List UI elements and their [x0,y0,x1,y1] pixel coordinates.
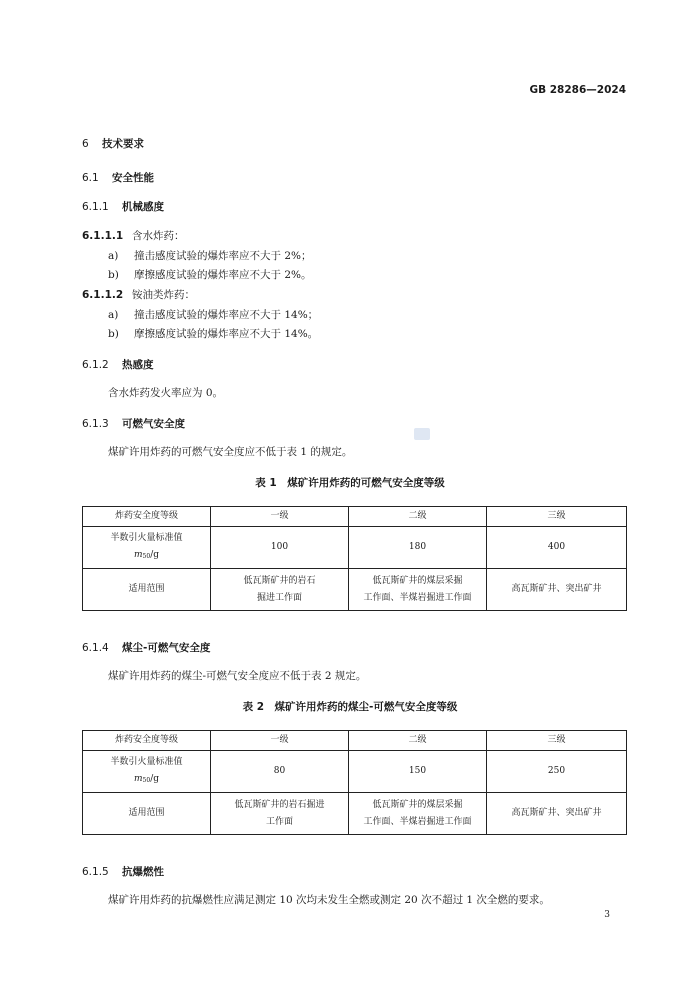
page-number: 3 [604,910,610,920]
value-cell: 100 [211,527,349,569]
list-marker: b) [108,328,119,340]
section-6-1-3-heading [82,416,185,431]
section-title: 机械感度 [122,201,164,213]
header-cell: 炸药安全度等级 [83,507,211,527]
section-number: 6 [82,138,89,150]
table-1 [82,506,627,611]
header-cell: 三级 [487,731,627,751]
header-cell: 一级 [211,507,349,527]
section-6-1-heading [82,170,154,185]
list-marker: a) [108,250,119,262]
section-title: 煤尘-可燃气安全度 [122,642,211,654]
clause-6-1-1-2 [82,287,195,302]
table-row [83,751,627,793]
list-text: 摩擦感度试验的爆炸率应不大于 2%。 [134,269,312,281]
list-text: 撞击感度试验的爆炸率应不大于 14%； [134,309,319,321]
value-cell: 400 [487,527,627,569]
paragraph: 含水炸药发火率应为 0。 [108,387,224,399]
header-cell: 炸药安全度等级 [83,731,211,751]
section-number: 6.1.1 [82,201,109,213]
value-cell: 高瓦斯矿井、突出矿井 [487,793,627,835]
header-cell: 二级 [349,507,487,527]
paragraph: 煤矿许用炸药的煤尘-可燃气安全度应不低于表 2 规定。 [108,670,367,682]
standard-number: GB 28286—2024 [529,84,626,96]
table-2-caption: 表 2 煤矿许用炸药的煤尘-可燃气安全度等级 [242,701,458,713]
value-cell: 250 [487,751,627,793]
header-cell: 二级 [349,731,487,751]
value-cell: 150 [349,751,487,793]
clause-title: 含水炸药： [132,230,185,242]
value-cell: 低瓦斯矿井的岩石 掘进工作面 [211,569,349,611]
section-number: 6.1.4 [82,642,109,654]
list-item [108,248,312,263]
watermark-logo [414,428,430,440]
clause-number: 6.1.1.2 [82,289,124,301]
list-text: 撞击感度试验的爆炸率应不大于 2%； [134,250,312,262]
table-row [83,527,627,569]
section-6-1-4-heading [82,640,210,655]
section-number: 6.1.2 [82,359,109,371]
list-text: 摩擦感度试验的爆炸率应不大于 14%。 [134,328,319,340]
table-header-row [83,731,627,751]
row-label: 适用范围 [83,793,211,835]
table-row [83,793,627,835]
list-marker: b) [108,269,119,281]
table-row [83,569,627,611]
table-1-caption: 表 1 煤矿许用炸药的可燃气安全度等级 [255,477,445,489]
list-item [108,307,318,322]
section-title: 技术要求 [102,138,144,150]
value-cell: 低瓦斯矿井的煤层采掘 工作面、半煤岩掘进工作面 [349,793,487,835]
section-title: 可燃气安全度 [122,418,185,430]
section-6-1-1-heading [82,199,164,214]
section-number: 6.1.3 [82,418,109,430]
clause-number: 6.1.1.1 [82,230,124,242]
row-label [83,527,211,569]
list-item [108,267,312,282]
value-cell: 高瓦斯矿井、突出矿井 [487,569,627,611]
value-cell: 80 [211,751,349,793]
section-title: 安全性能 [112,172,154,184]
row-label-text: 半数引火量标准值 [110,533,183,543]
value-cell: 180 [349,527,487,569]
header-cell: 一级 [211,731,349,751]
paragraph: 煤矿许用炸药的抗爆燃性应满足测定 10 次均未发生全燃或测定 20 次不超过 1 次全燃的要求。 [108,894,550,906]
section-number: 6.1 [82,172,99,184]
section-6-heading [82,136,144,151]
section-title: 热感度 [122,359,154,371]
row-label-symbol: m50/g [134,774,159,784]
row-label-text: 半数引火量标准值 [110,757,183,767]
clause-title: 铵油类炸药： [132,289,195,301]
clause-6-1-1-1 [82,228,185,243]
value-cell: 低瓦斯矿井的煤层采掘 工作面、半煤岩掘进工作面 [349,569,487,611]
table-2 [82,730,627,835]
section-6-1-2-heading [82,357,154,372]
header-cell: 三级 [487,507,627,527]
list-item [108,326,318,341]
value-cell: 低瓦斯矿井的岩石掘进 工作面 [211,793,349,835]
row-label-symbol: m50/g [134,550,159,560]
section-number: 6.1.5 [82,866,109,878]
paragraph: 煤矿许用炸药的可燃气安全度应不低于表 1 的规定。 [108,446,353,458]
row-label [83,751,211,793]
list-marker: a) [108,309,119,321]
section-6-1-5-heading [82,864,164,879]
table-header-row [83,507,627,527]
row-label: 适用范围 [83,569,211,611]
section-title: 抗爆燃性 [122,866,164,878]
